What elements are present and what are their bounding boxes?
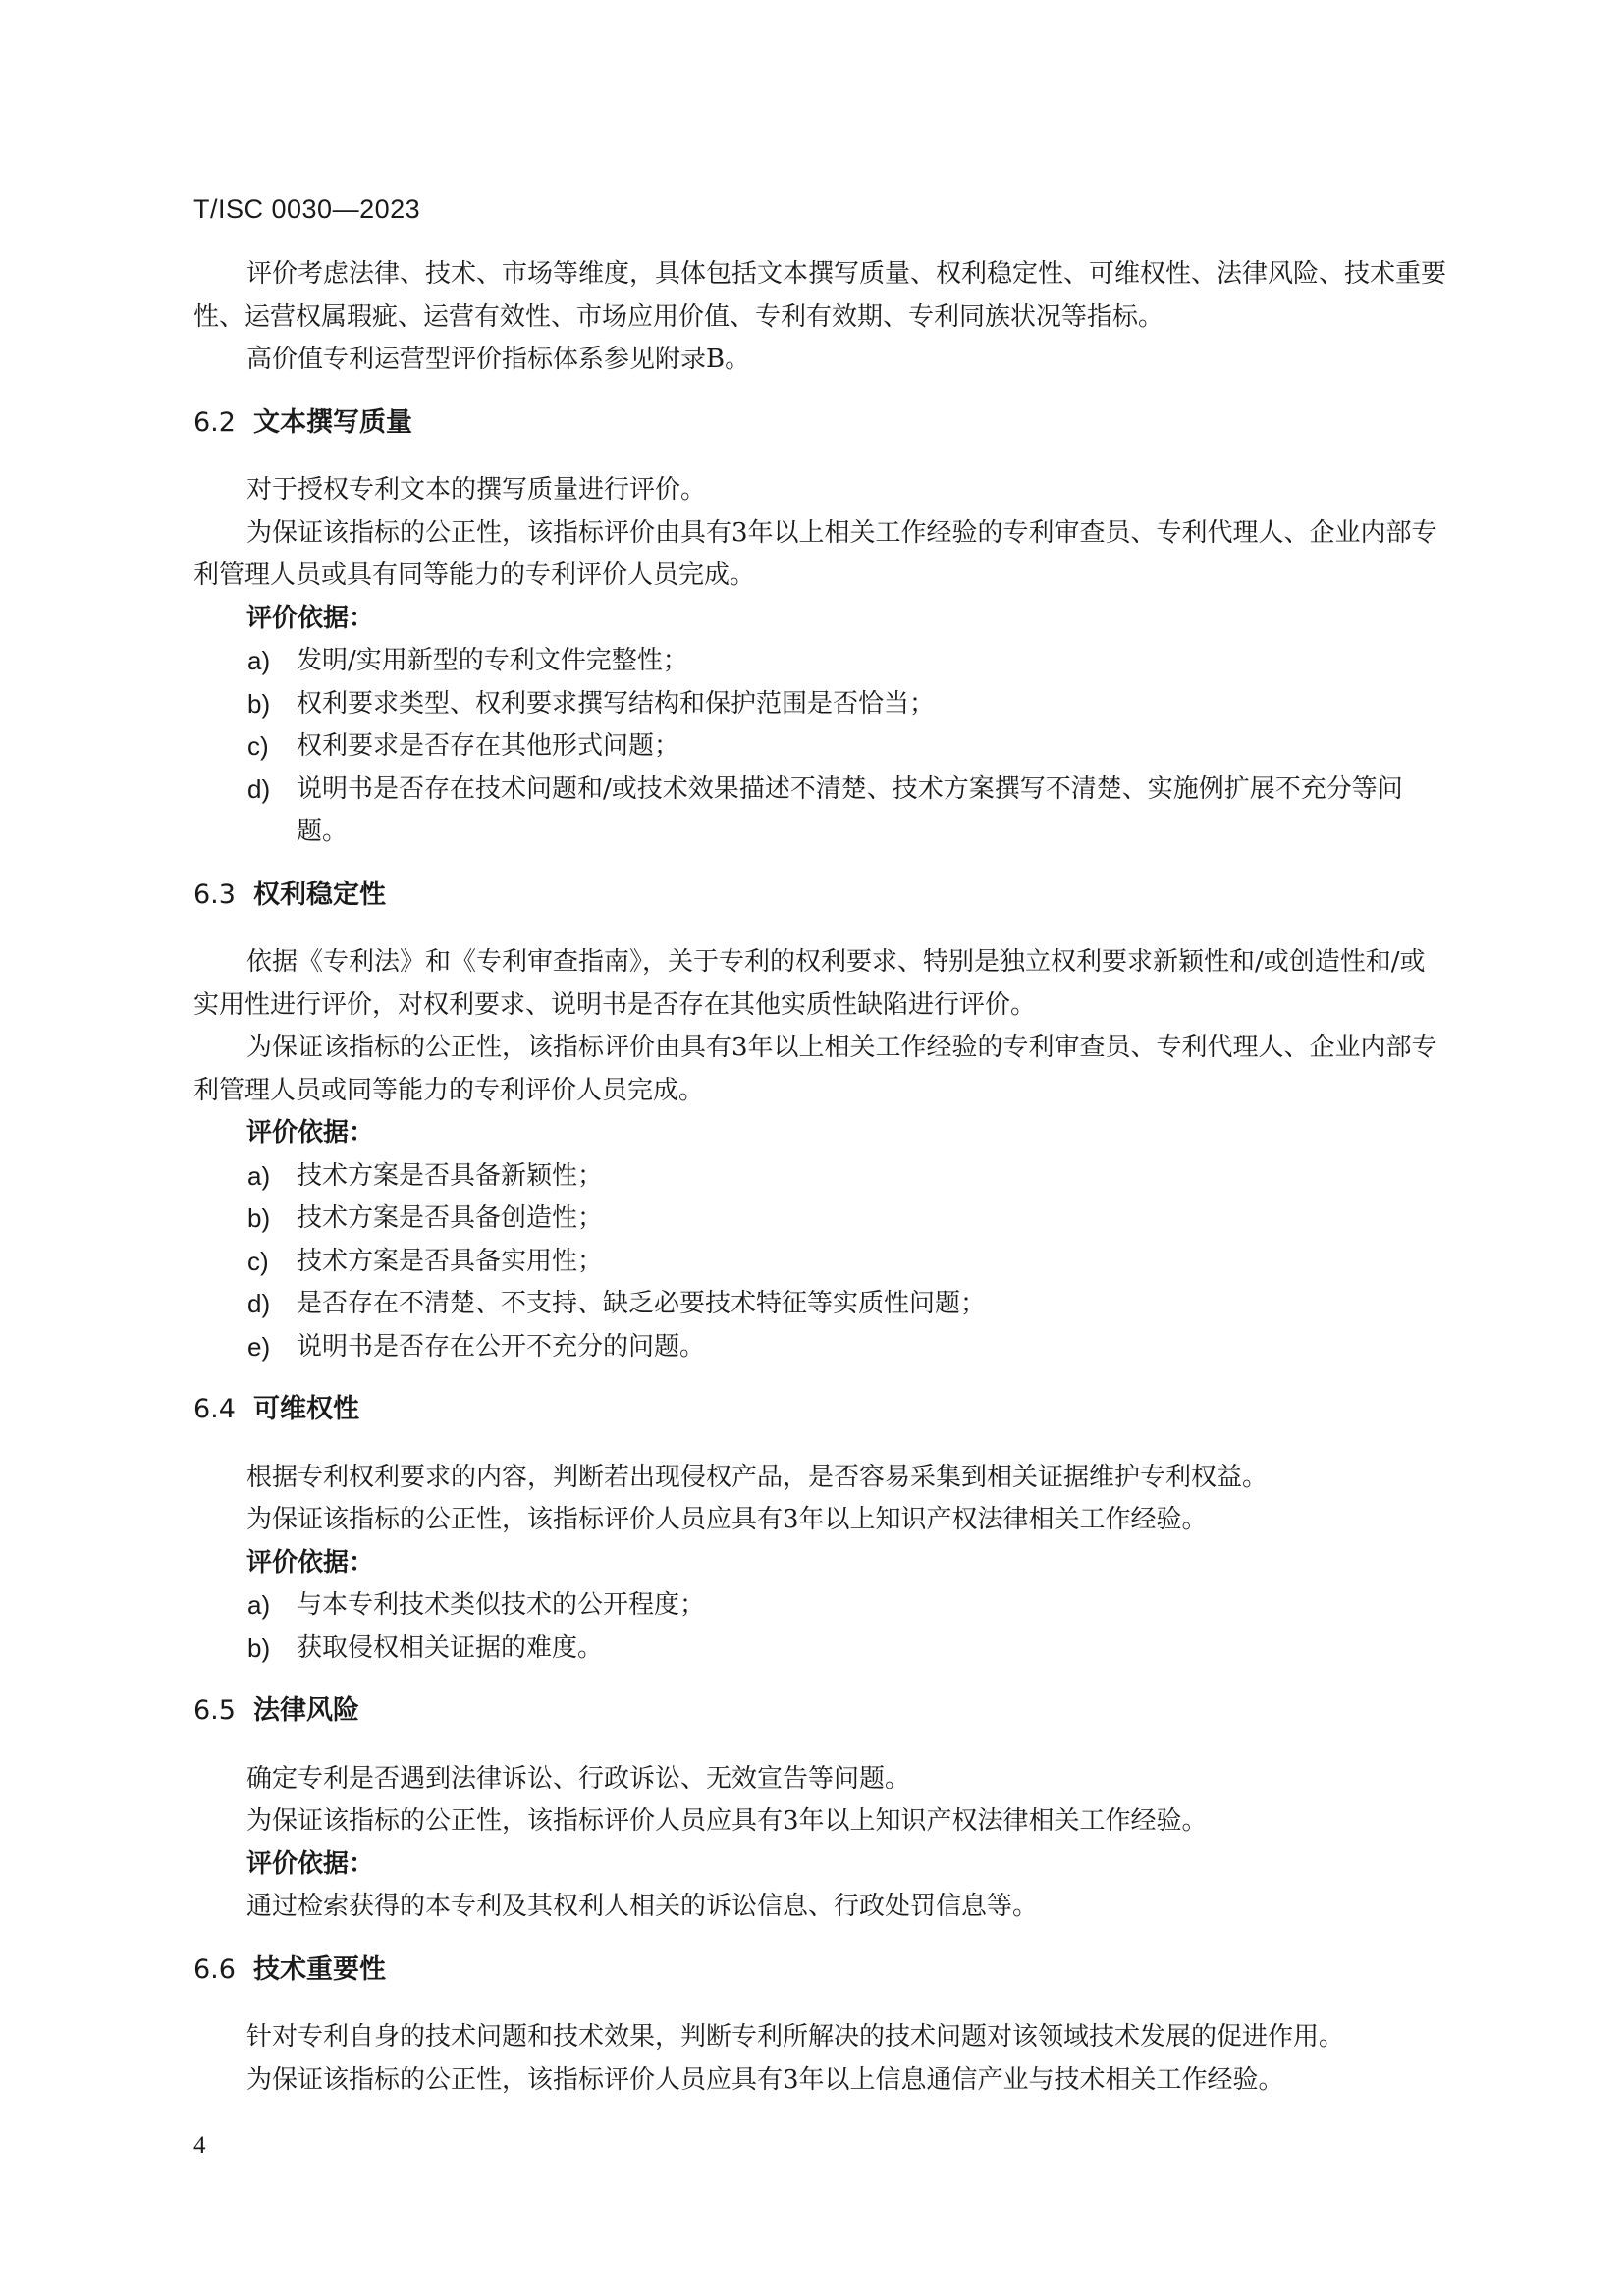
list-item bbox=[247, 683, 1450, 726]
page-body bbox=[193, 253, 1450, 2102]
evaluation-basis-label: 评价依据： bbox=[246, 1848, 375, 1879]
section-title: 文本撰写质量 bbox=[252, 406, 412, 438]
section-title: 权利稳定性 bbox=[252, 879, 386, 910]
list-marker: b) bbox=[247, 1203, 271, 1233]
section-title: 可维权性 bbox=[252, 1394, 359, 1424]
page-number: 4 bbox=[193, 2132, 206, 2159]
list-item bbox=[247, 1326, 1450, 1369]
section-title: 法律风险 bbox=[252, 1695, 359, 1726]
section-paragraph: 为保证该指标的公正性，该指标评价人员应具有3年以上知识产权法律相关工作经验。 bbox=[246, 1505, 1208, 1534]
section-heading-6-3 bbox=[193, 874, 1450, 917]
list-item bbox=[247, 1283, 1450, 1326]
section-paragraph: 为保证该指标的公正性，该指标评价由具有3年以上相关工作经验的专利审查员、专利代理人、企业内部专利管理人员或具有同等能力的专利评价人员完成。 bbox=[193, 517, 1437, 590]
intro-paragraph: 评价考虑法律、技术、市场等维度，具体包括文本撰写质量、权利稳定性、可维权性、法律风险、技术重要性、运营权属瑕疵、运营有效性、市场应用价值、专利有效期、专利同族状况等指标。 bbox=[193, 259, 1447, 332]
list-item bbox=[247, 769, 1450, 854]
section-paragraph: 为保证该指标的公正性，该指标评价人员应具有3年以上知识产权法律相关工作经验。 bbox=[246, 1806, 1208, 1836]
list-marker: d) bbox=[247, 1289, 271, 1318]
list-text: 发明/实用新型的专利文件完整性； bbox=[297, 646, 688, 675]
section-paragraph: 通过检索获得的本专利及其权利人相关的诉讼信息、行政处罚信息等。 bbox=[246, 1892, 1039, 1921]
list-marker: a) bbox=[247, 1160, 271, 1191]
section-number: 6.2 bbox=[193, 406, 236, 438]
section-paragraph: 为保证该指标的公正性，该指标评价由具有3年以上相关工作经验的专利审查员、专利代理人、企业内部专利管理人员或同等能力的专利评价人员完成。 bbox=[193, 1033, 1437, 1105]
section-paragraph: 依据《专利法》和《专利审查指南》，关于专利的权利要求、特别是独立权利要求新颖性和/或创造性和/或实用性进行评价，对权利要求、说明书是否存在其他实质性缺陷进行评价。 bbox=[193, 947, 1426, 1020]
section-heading-6-4 bbox=[193, 1388, 1450, 1431]
list-item bbox=[247, 1584, 1450, 1628]
section-number: 6.3 bbox=[193, 879, 236, 910]
list-text: 技术方案是否具备创造性； bbox=[297, 1203, 604, 1233]
list-marker: b) bbox=[247, 1632, 271, 1663]
section-title: 技术重要性 bbox=[252, 1953, 386, 1985]
list-text: 与本专利技术类似技术的公开程度； bbox=[297, 1590, 706, 1620]
list-text: 说明书是否存在公开不充分的问题。 bbox=[297, 1331, 706, 1362]
section-paragraph: 对于授权专利文本的撰写质量进行评价。 bbox=[246, 475, 707, 505]
intro-paragraph: 高价值专利运营型评价指标体系参见附录B。 bbox=[246, 345, 751, 374]
section-paragraph: 确定专利是否遇到法律诉讼、行政诉讼、无效宣告等问题。 bbox=[246, 1763, 911, 1793]
list-text: 说明书是否存在技术问题和/或技术效果描述不清楚、技术方案撰写不清楚、实施例扩展不充分等问题。 bbox=[297, 774, 1403, 846]
list-item bbox=[247, 640, 1450, 683]
list-text: 权利要求是否存在其他形式问题； bbox=[297, 731, 680, 761]
list-text: 是否存在不清楚、不支持、缺乏必要技术特征等实质性问题； bbox=[297, 1289, 987, 1318]
list-marker: c) bbox=[247, 1246, 269, 1276]
list-marker: b) bbox=[247, 688, 271, 719]
list-text: 技术方案是否具备实用性； bbox=[297, 1246, 604, 1276]
section-heading-6-2 bbox=[193, 401, 1450, 445]
evaluation-basis-label: 评价依据： bbox=[246, 603, 375, 633]
section-paragraph: 针对专利自身的技术问题和技术效果，判断专利所解决的技术问题对该领域技术发展的促进作用。 bbox=[246, 2022, 1345, 2052]
standard-code: T/ISC 0030—2023 bbox=[193, 194, 421, 224]
list-text: 技术方案是否具备新颖性； bbox=[297, 1160, 604, 1191]
section-paragraph: 根据专利权利要求的内容，判断若出现侵权产品，是否容易采集到相关证据维护专利权益。 bbox=[246, 1462, 1269, 1492]
evaluation-basis-label: 评价依据： bbox=[246, 1547, 375, 1577]
list-marker: e) bbox=[247, 1331, 271, 1362]
list-item bbox=[247, 1198, 1450, 1241]
section-number: 6.4 bbox=[193, 1394, 236, 1424]
section-heading-6-5 bbox=[193, 1689, 1450, 1733]
list-item bbox=[247, 1241, 1450, 1284]
section-number: 6.5 bbox=[193, 1695, 236, 1726]
evaluation-basis-label: 评价依据： bbox=[246, 1118, 375, 1148]
list-item bbox=[247, 1628, 1450, 1671]
list-marker: c) bbox=[247, 731, 269, 761]
list-item bbox=[247, 725, 1450, 769]
list-marker: a) bbox=[247, 1590, 271, 1620]
list-text: 权利要求类型、权利要求撰写结构和保护范围是否恰当； bbox=[297, 688, 936, 719]
section-number: 6.6 bbox=[193, 1953, 236, 1985]
list-text: 获取侵权相关证据的难度。 bbox=[297, 1632, 604, 1663]
list-marker: d) bbox=[247, 774, 271, 804]
list-marker: a) bbox=[247, 646, 271, 675]
section-paragraph: 为保证该指标的公正性，该指标评价人员应具有3年以上信息通信产业与技术相关工作经验。 bbox=[246, 2064, 1284, 2095]
list-item bbox=[247, 1155, 1450, 1199]
section-heading-6-6 bbox=[193, 1949, 1450, 1992]
